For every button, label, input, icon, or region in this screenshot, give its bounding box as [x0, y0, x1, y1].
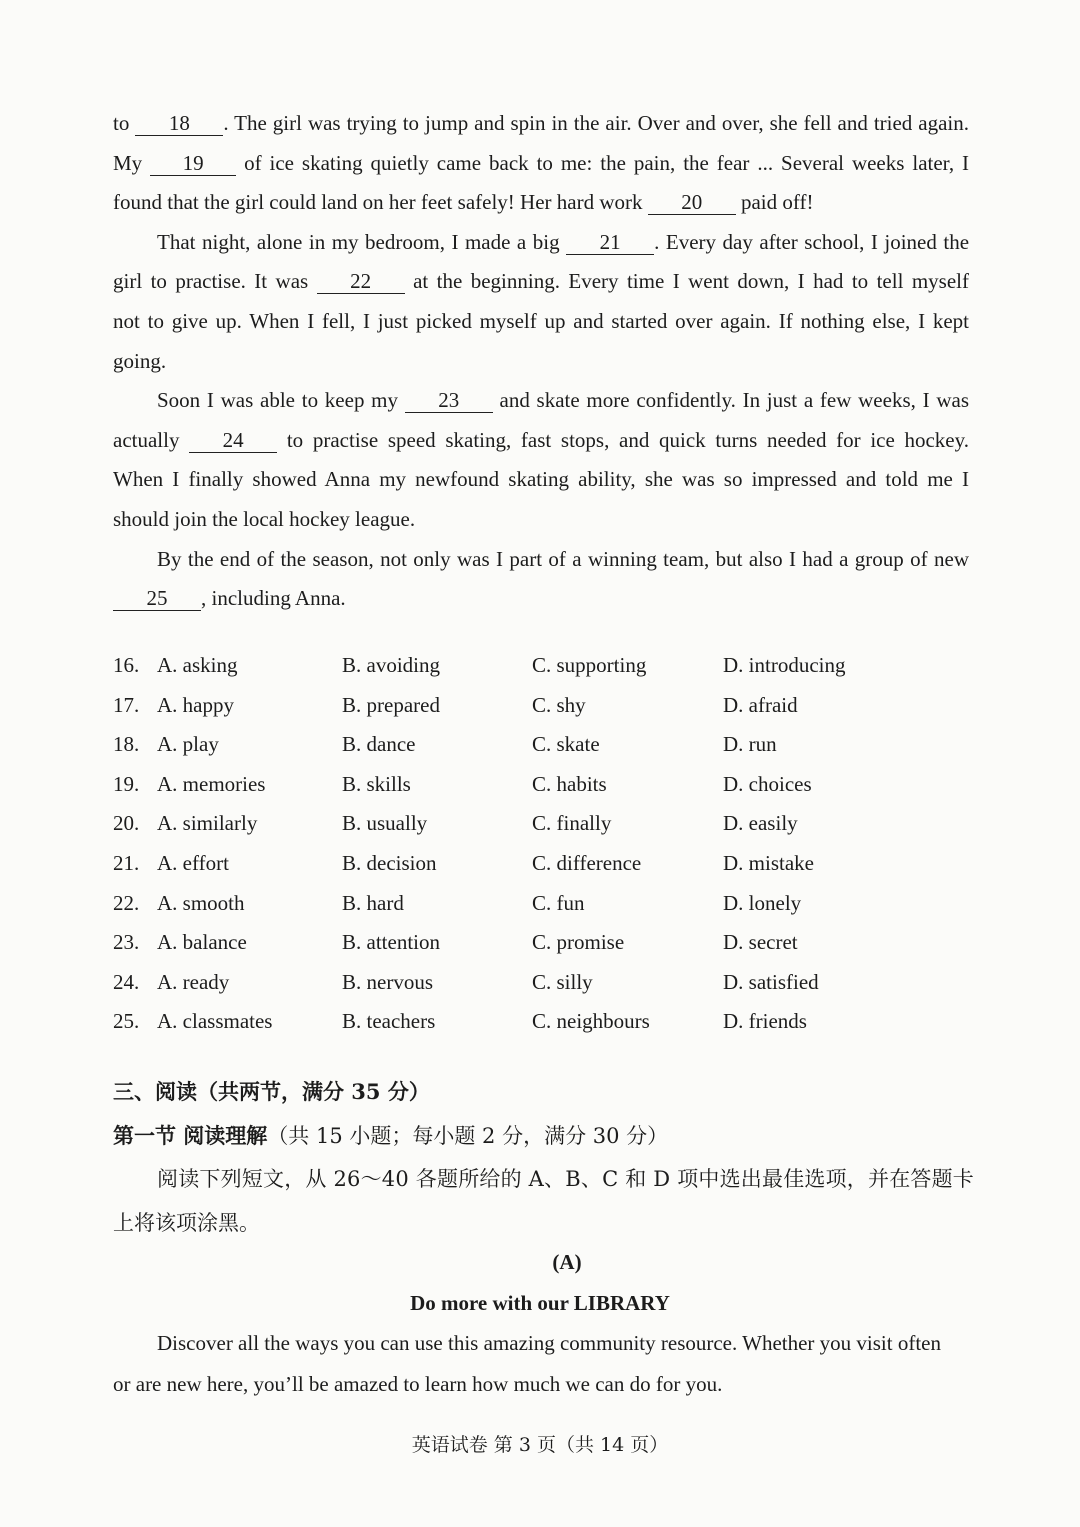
cloze-passage [113, 104, 969, 619]
blank-18: 18 [135, 112, 223, 136]
option-row: 25. A. classmates B. teachers C. neighbours D. friends [113, 1009, 807, 1034]
blank-20: 20 [648, 191, 736, 215]
section-heading: 三、阅读（共两节，满分 35 分） [113, 1079, 430, 1104]
passage-line: girl to practise. It was 22 at the beginning. Every time I went down, I had to tell myself [113, 269, 969, 294]
option-row: 17. A. happy B. prepared C. shy D. afraid [113, 692, 798, 717]
blank-19: 19 [150, 152, 236, 176]
page-footer: 英语试卷 第 3 页（共 14 页） [411, 1434, 669, 1456]
blank-21: 21 [566, 231, 654, 255]
passage-line: Soon I was able to keep my 23 and skate more confidently. In just a few weeks, I was [157, 388, 969, 413]
passage-line: not to give up. When I fell, I just picked myself up and started over again. If nothing else, I kept [113, 308, 969, 333]
option-row: 21. A. effort B. decision C. difference D. mistake [113, 850, 814, 875]
passage-line: That night, alone in my bedroom, I made a big 21 . Every day after school, I joined the [157, 229, 970, 254]
option-row: 19. A. memories B. skills C. habits D. choices [113, 771, 812, 796]
passage-line: actually 24 to practise speed skating, fast stops, and quick turns needed for ice hockey. [113, 427, 970, 452]
option-row: 18. A. play B. dance C. skate D. run [113, 732, 777, 757]
article-paragraph-line: or are new here, you’ll be amazed to learn how much we can do for you. [113, 1372, 723, 1396]
part-heading: 第一节 阅读理解（共 15 小题；每小题 2 分，满分 30 分） [113, 1123, 669, 1148]
option-row: 24. A. ready B. nervous C. silly D. satisfied [113, 969, 819, 994]
article-paragraph-line: Discover all the ways you can use this amazing community resource. Whether you visit often [157, 1331, 941, 1355]
instruction-line: 阅读下列短文，从 26～40 各题所给的 A、B、C 和 D 项中选出最佳选项，并在答题卡 [157, 1167, 974, 1191]
passage-line: should join the local hockey league. [113, 506, 416, 531]
passage-line: When I finally showed Anna my newfound skating ability, she was so impressed and told me I [113, 467, 969, 492]
passage-line: 25 , including Anna. [113, 579, 969, 619]
answer-options [113, 646, 973, 1042]
blank-25: 25 [113, 587, 201, 611]
instruction-line: 上将该项涂黑。 [113, 1211, 260, 1235]
blank-23: 23 [405, 389, 493, 413]
option-row: 20. A. similarly B. usually C. finally D. easily [113, 811, 798, 836]
blank-22: 22 [317, 270, 405, 294]
passage-line: going. [113, 348, 167, 373]
option-row: 16. A. asking B. avoiding C. supporting D. introducing [113, 653, 846, 677]
blank-24: 24 [189, 429, 277, 453]
passage-line: found that the girl could land on her feet safely! Her hard work 20 paid off! [113, 190, 814, 215]
passage-line: My 19 of ice skating quietly came back to me: the pain, the fear ... Several weeks later, I [113, 150, 970, 175]
passage-line: By the end of the season, not only was I part of a winning team, but also I had a group of new [157, 546, 969, 571]
passage-line: to 18 . The girl was trying to jump and spin in the air. Over and over, she fell and tried again. [113, 111, 970, 135]
option-row: 22. A. smooth B. hard C. fun D. lonely [113, 890, 802, 915]
article-label: (A) [552, 1250, 582, 1274]
option-row: 23. A. balance B. attention C. promise D. secret [113, 930, 798, 955]
article-title: Do more with our LIBRARY [410, 1291, 670, 1315]
